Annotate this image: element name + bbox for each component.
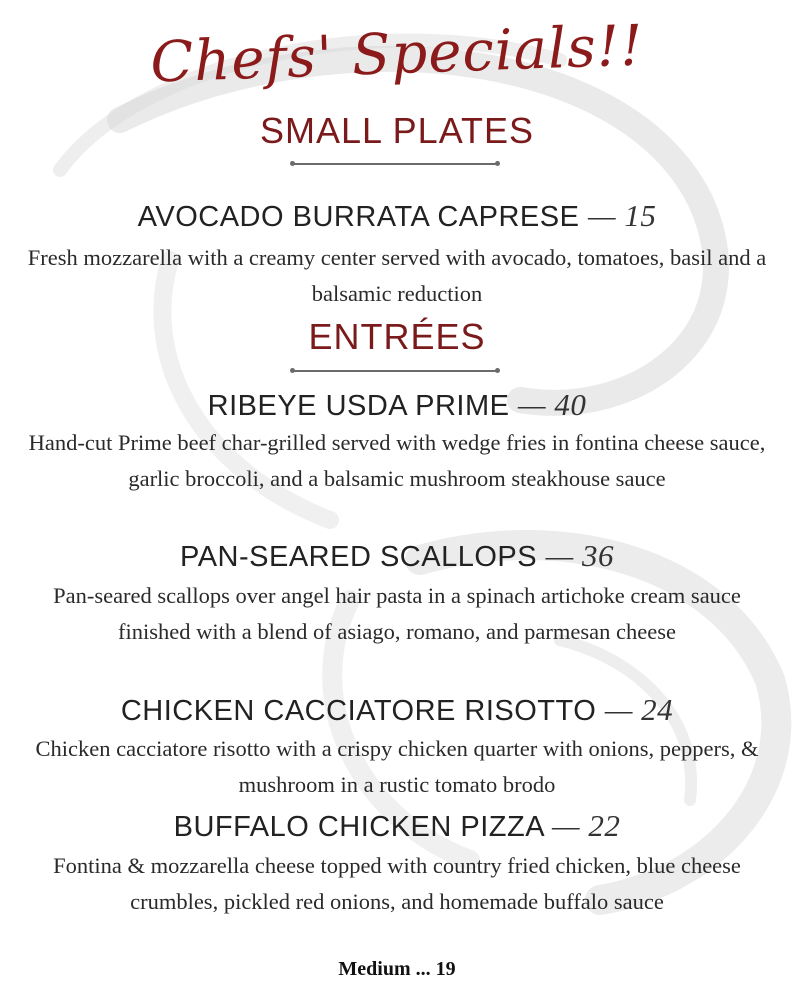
item-title: PAN-SEARED SCALLOPS: [180, 541, 538, 573]
item-title: CHICKEN CACCIATORE RISOTTO: [120, 695, 597, 727]
item-title: RIBEYE USDA PRIME: [207, 390, 510, 422]
size-option: Medium ... 19: [338, 958, 456, 980]
menu-item-name: [0, 808, 794, 844]
item-title: AVOCADO BURRATA CAPRESE: [137, 201, 580, 233]
item-price: — 15: [588, 198, 657, 233]
menu-item-description: Hand-cut Prime beef char-grilled served with wedge fries in fontina cheese sauce, garlic broccoli, and a balsamic mushroom steakhouse sauce: [28, 430, 766, 491]
menu-item-name: [0, 387, 794, 423]
section-heading-entrees: ENTRÉES: [308, 316, 486, 357]
section-heading-small-plates: SMALL PLATES: [259, 110, 535, 151]
item-price: — 24: [604, 692, 674, 727]
item-price: — 36: [545, 538, 614, 573]
menu-item-description: Pan-seared scallops over angel hair pasta in a spinach artichoke cream sauce finished with a blend of asiago, romano, and parmesan cheese: [53, 583, 741, 644]
menu-item-description: Chicken cacciatore risotto with a crispy chicken quarter with onions, peppers, & mushroom in a rustic tomato brodo: [35, 736, 759, 797]
menu-item-description: Fresh mozzarella with a creamy center served with avocado, tomatoes, basil and a balsamic reduction: [27, 245, 767, 306]
item-price: — 40: [518, 387, 587, 422]
menu-title: Chefs' Specials!!: [149, 13, 645, 96]
item-price: — 22: [552, 808, 621, 843]
menu-item-description: Fontina & mozzarella cheese topped with country fried chicken, blue cheese crumbles, pickled red onions, and homemade buffalo sauce: [53, 853, 741, 914]
menu-item-name: [0, 538, 794, 574]
section-divider: [292, 163, 498, 165]
menu-item-name: [0, 198, 794, 234]
menu-item-name: [0, 692, 794, 728]
item-title: BUFFALO CHICKEN PIZZA: [173, 811, 544, 843]
section-divider: [292, 370, 498, 372]
